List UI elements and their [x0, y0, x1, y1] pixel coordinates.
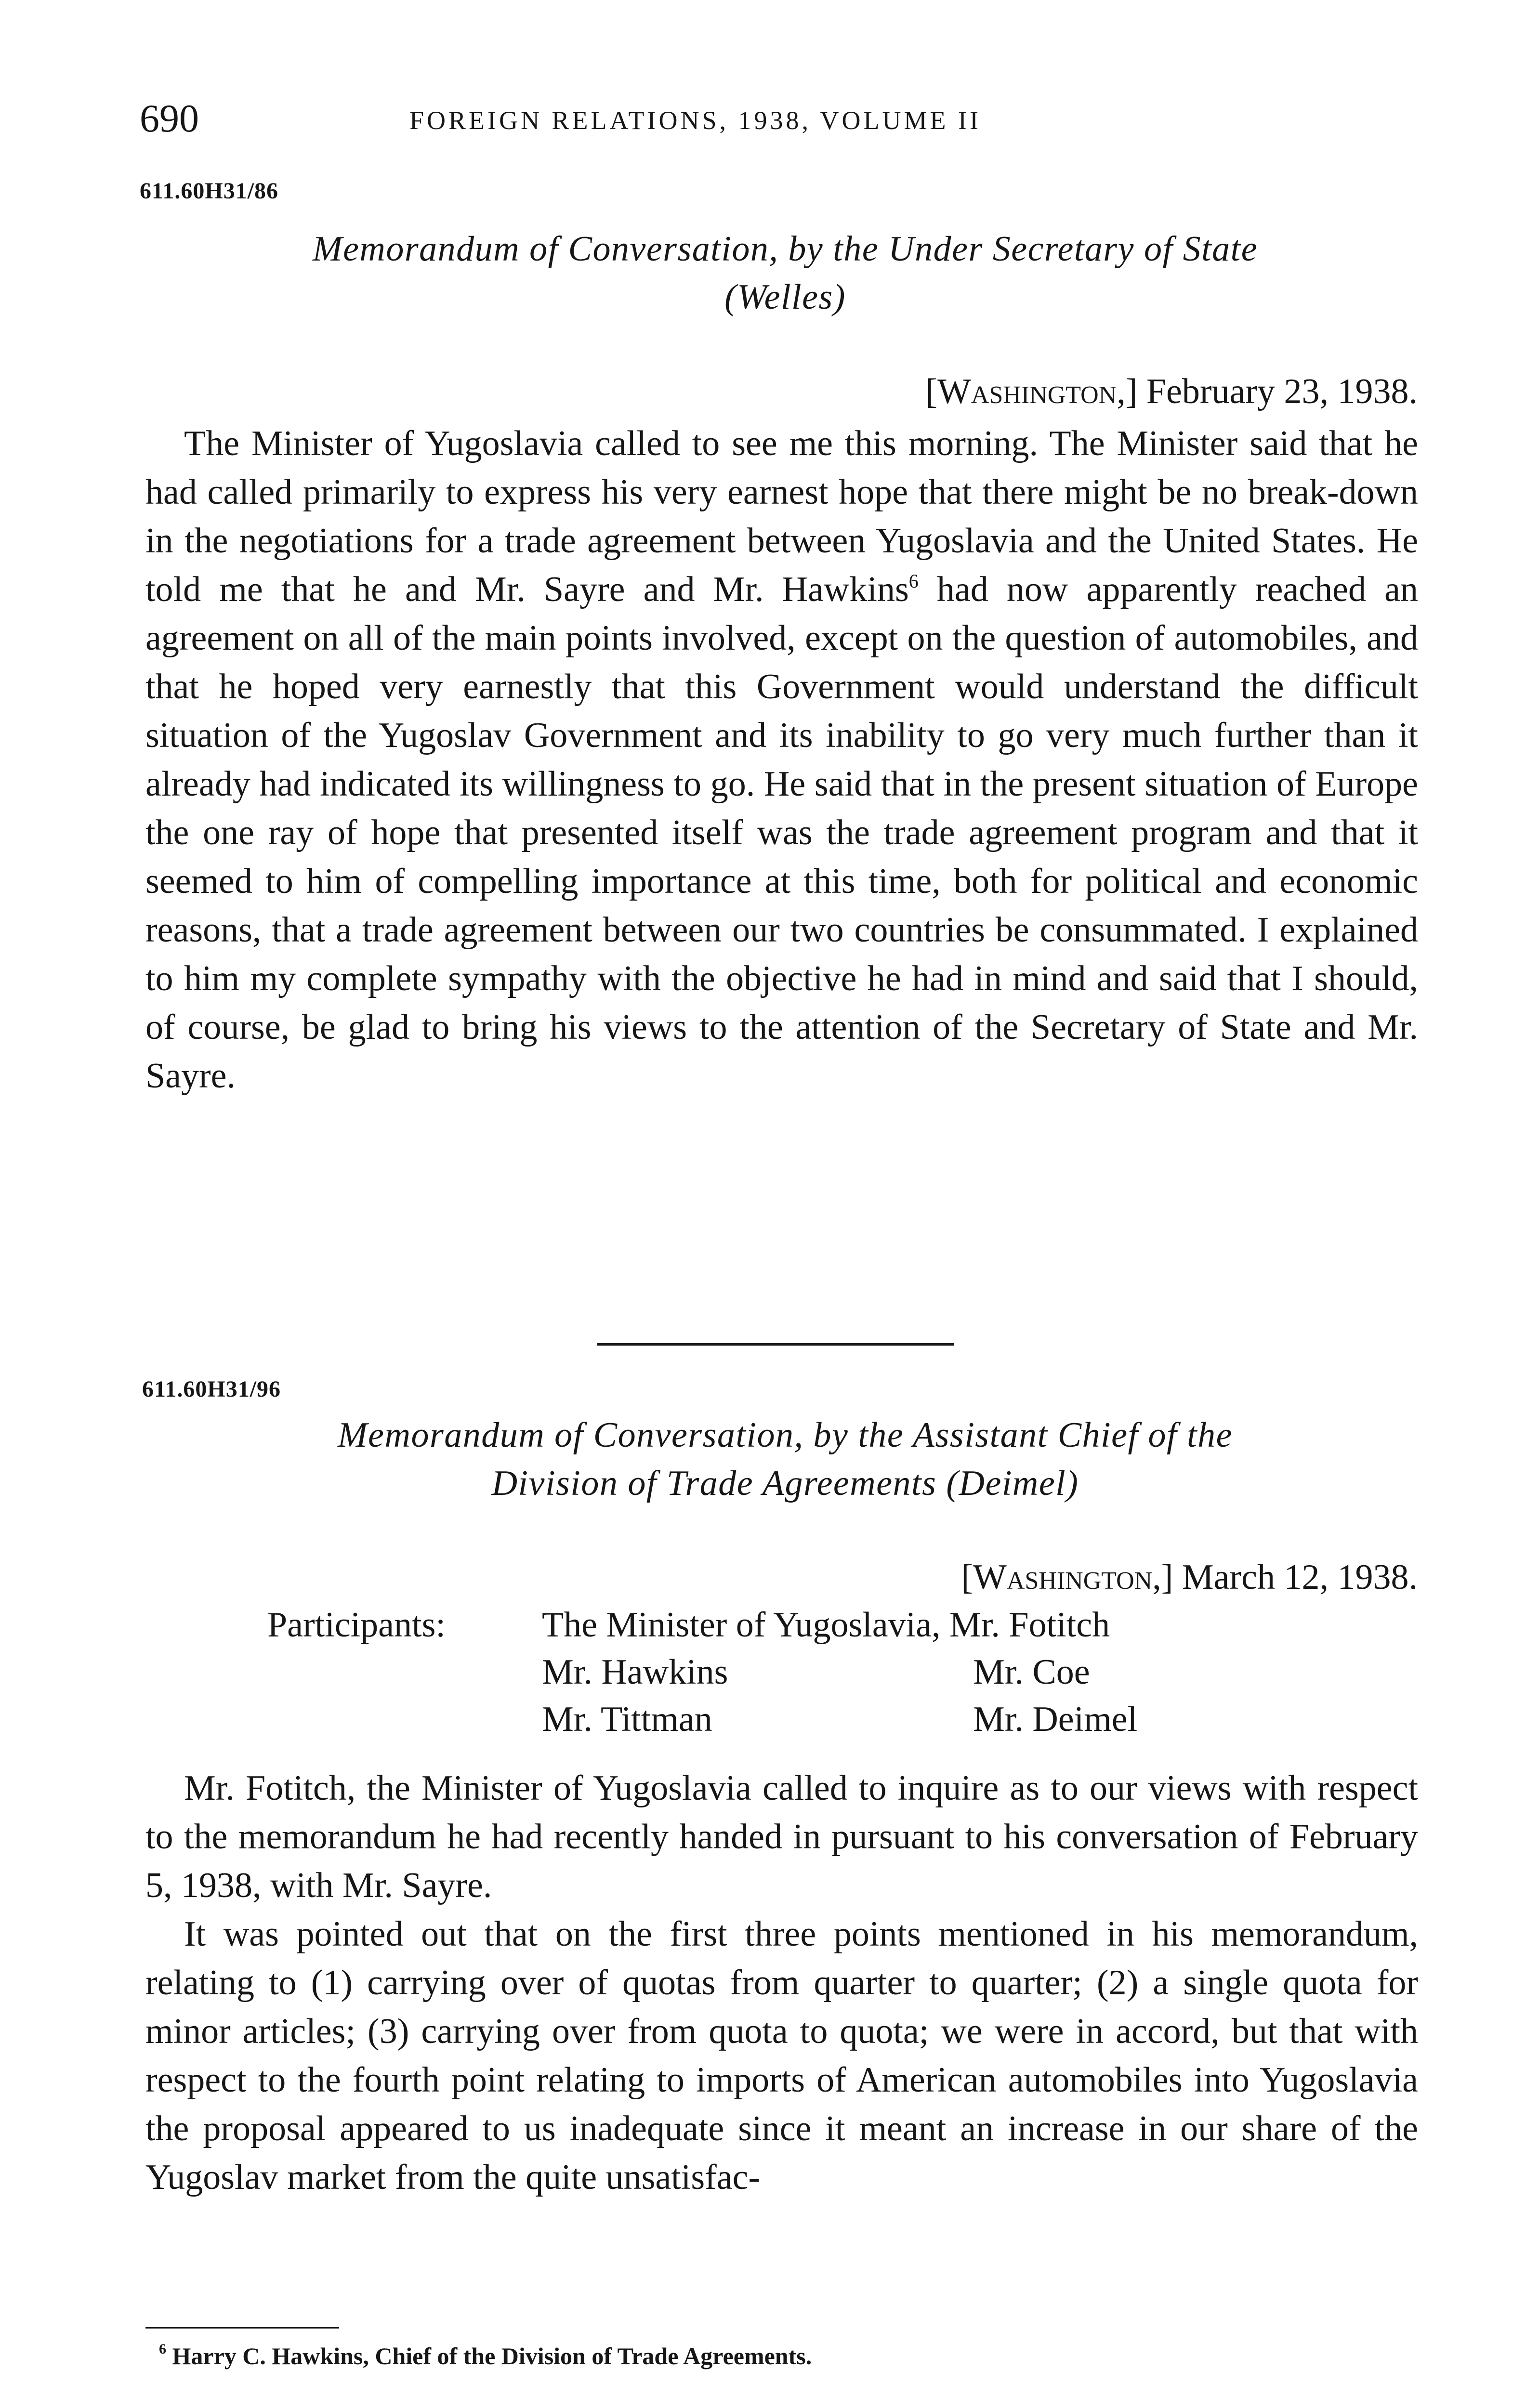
running-header: [140, 94, 1440, 147]
memo-2-title-line-2: Division of Trade Agreements (Deimel): [491, 1464, 1079, 1503]
memo-1-title-line-1: Memorandum of Conversation, by the Under Secretary of State: [312, 229, 1258, 269]
section-divider: [597, 1343, 954, 1346]
memo-1-paragraph-1-part-1: The Minister of Yugoslavia called to see me this morning. The Minister said that he had called primarily to express his very earnest hope that there might be no break-down in the negotiations for a trade agreement between Yugoslavia and the United States. He told me that he and Mr. Sayre and Mr. Hawkins: [145, 424, 1418, 609]
footnote: [159, 2337, 812, 2375]
page-number: 690: [140, 96, 199, 140]
footnote-rule: [145, 2327, 339, 2329]
participants-label: Participants:: [267, 1605, 446, 1645]
memo-2-paragraph-1: Mr. Fotitch, the Minister of Yugoslavia called to inquire as to our views with respect to the memorandum he had recently handed in pursuant to his conversation of February 5, 1938, with Mr. Sayre.: [145, 1768, 1418, 1905]
participant-tittman: Mr. Tittman: [542, 1700, 712, 1739]
participant-hawkins: Mr. Hawkins: [542, 1652, 728, 1692]
file-number-memo-2: 611.60H31/96: [142, 1376, 281, 1402]
file-number-memo-1: 611.60H31/86: [140, 178, 279, 204]
memo-2-paragraph-2: It was pointed out that on the first three points mentioned in his memorandum, relating to (1) carrying over of quotas from quarter to quarter; (2) a single quota for minor articles; (3) carrying over from quota to quota; we were in accord, but that with respect to the fourth point relating to imports of American automobiles into Yugoslavia the proposal appeared to us inadequate since it meant an increase in our share of the Yugoslav market from the quite unsatisfac-: [145, 1914, 1418, 2197]
footnote-reference: 6: [908, 570, 919, 592]
memo-1-paragraph-1: [145, 419, 1418, 1100]
memo-2-dateline-place: [Washington,]: [961, 1557, 1173, 1597]
participant-coe: Mr. Coe: [973, 1652, 1090, 1692]
running-title: FOREIGN RELATIONS, 1938, VOLUME II: [409, 106, 981, 135]
memo-2-dateline: [961, 1553, 1418, 1601]
memo-2-body: [145, 1764, 1418, 2202]
memo-1-dateline: [925, 367, 1418, 416]
memo-2-title-line-1: Memorandum of Conversation, by the Assistant Chief of the: [338, 1415, 1233, 1455]
footnote-text: Harry C. Hawkins, Chief of the Division of Trade Agreements.: [172, 2343, 812, 2369]
memo-1-dateline-place: [Washington,]: [925, 372, 1138, 411]
participant-deimel: Mr. Deimel: [973, 1700, 1138, 1739]
memo-1-paragraph-1-part-2: had now apparently reached an agreement on all of the main points involved, except on the question of automobiles, and that he hoped very earnestly that this Government would understand the difficult situation of the Yugoslav Government and its inability to go very much further than it already had indicated its willingness to go. He said that in the present situation of Europe the one ray of hope that presented itself was the trade agreement program and that it seemed to him of compelling importance at this time, both for political and economic reasons, that a trade agreement between our two countries be consummated. I explained to him my complete sympathy with the objective he had in mind and said that I should, of course, be glad to bring his views to the attention of the Secretary of State and Mr. Sayre.: [145, 570, 1418, 1096]
footnote-marker: 6: [159, 2341, 166, 2357]
memo-2-dateline-date: March 12, 1938.: [1182, 1557, 1418, 1597]
memo-1-body: [145, 419, 1418, 1100]
memo-1-title-line-2: (Welles): [724, 277, 846, 317]
participant-minister: The Minister of Yugoslavia, Mr. Fotitch: [542, 1605, 1110, 1645]
memo-1-dateline-date: February 23, 1938.: [1146, 372, 1418, 411]
